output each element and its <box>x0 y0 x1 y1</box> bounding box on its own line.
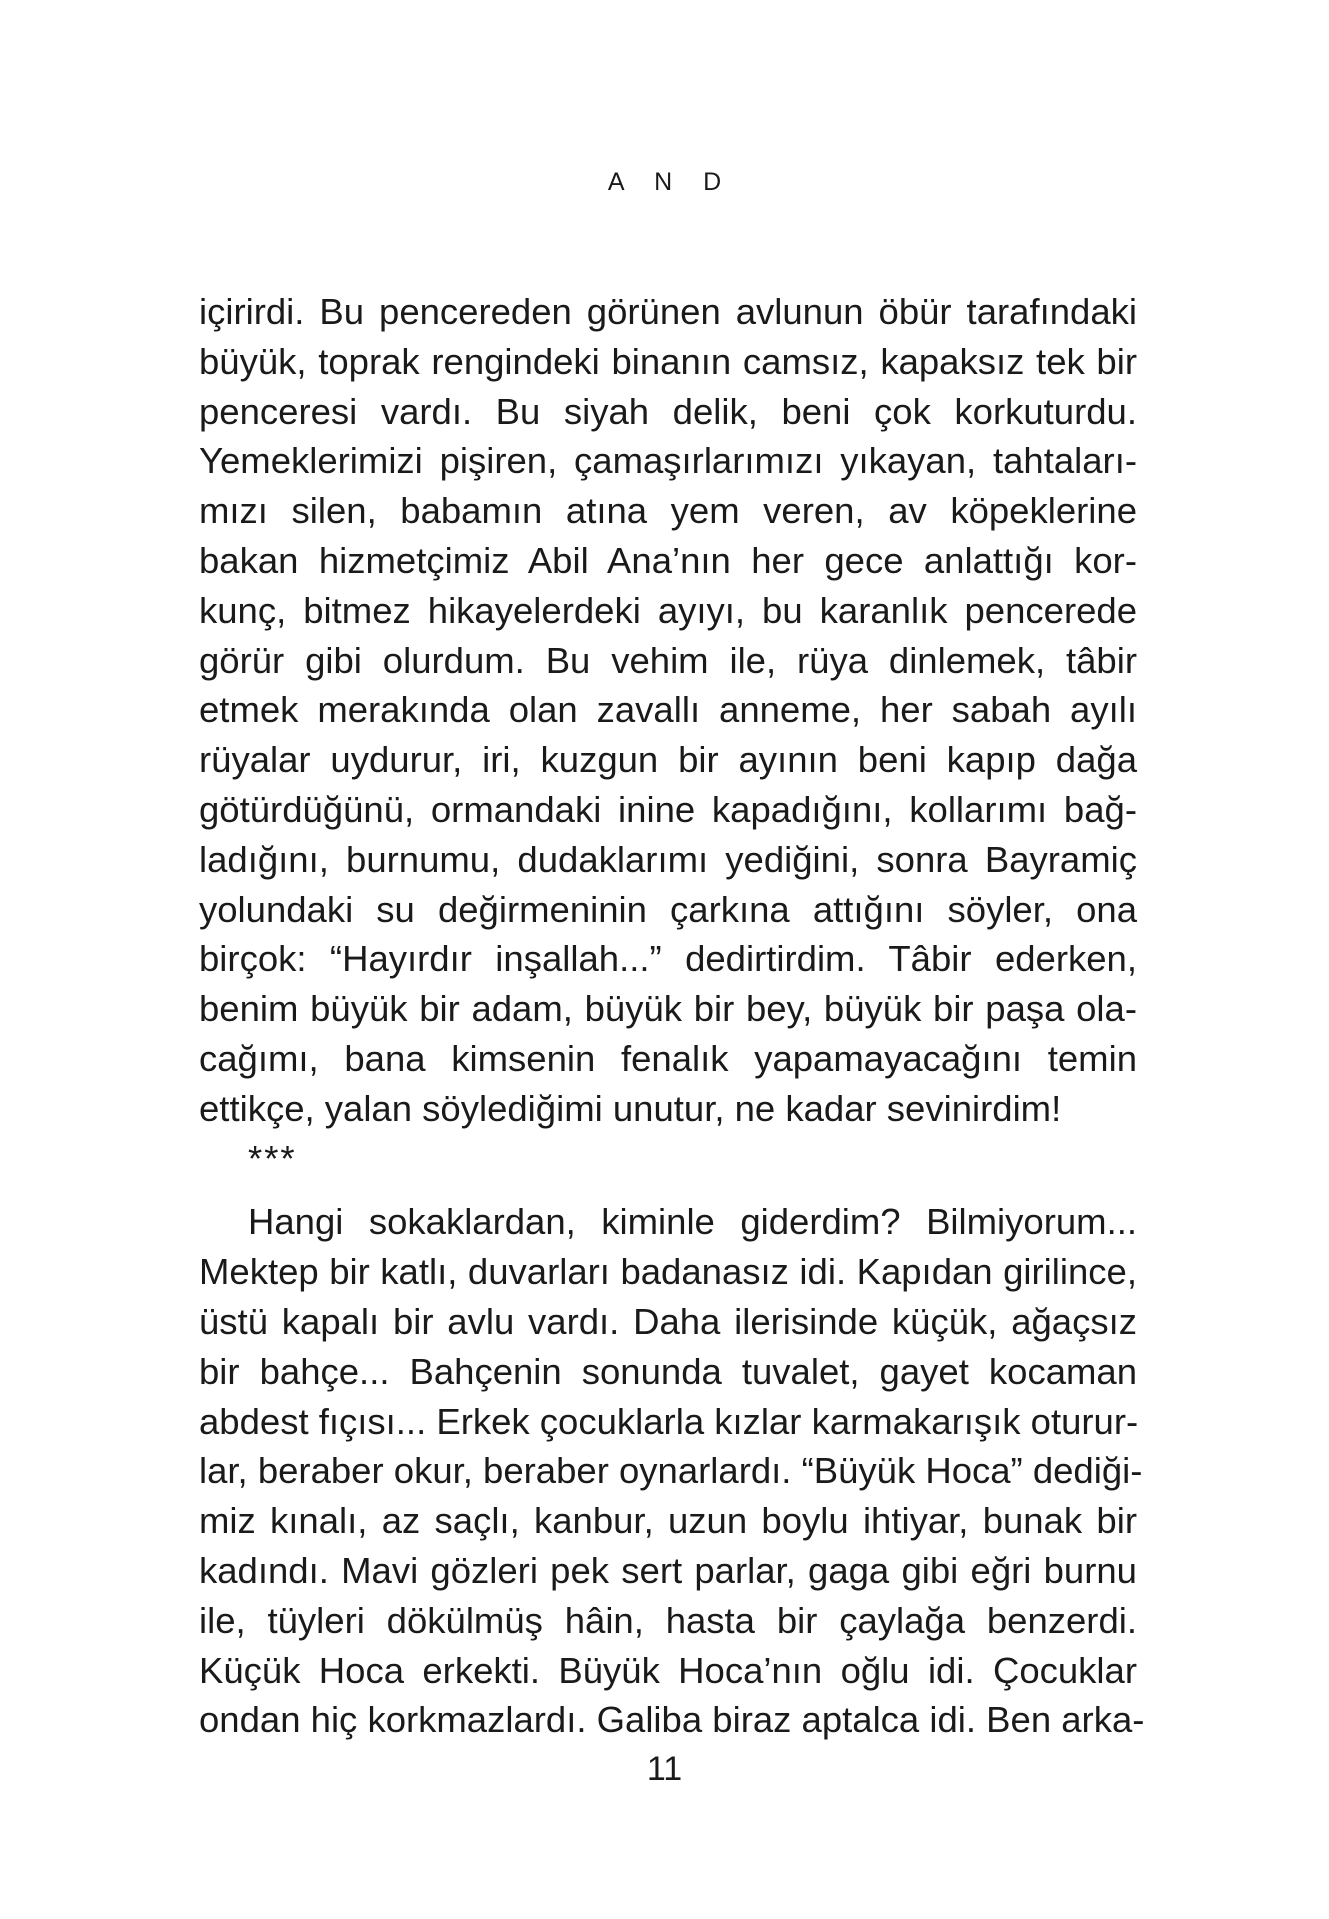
text-line: ondan hiç korkmazlardı. Galiba biraz aptalca idi. Ben arka- <box>199 1699 1145 1741</box>
text-line: etmek merakında olan zavallı anneme, her sabah ayılı <box>199 689 1137 731</box>
text-line: penceresi vardı. Bu siyah delik, beni çok korkuturdu. <box>199 390 1137 432</box>
text-line: ettikçe, yalan söylediğimi unutur, ne kadar sevinirdim! <box>199 1087 1062 1129</box>
text-line: büyük, toprak rengindeki binanın camsız, kapaksız tek bir <box>199 340 1137 382</box>
text-line: Mektep bir katlı, duvarları badanasız idi. Kapıdan girilince, <box>199 1251 1137 1293</box>
text-line: ladığını, burnumu, dudaklarımı yediğini, sonra Bayramiç <box>199 838 1137 880</box>
text-line: görür gibi olurdum. Bu vehim ile, rüya dinlemek, tâbir <box>199 639 1137 681</box>
text-line: Yemeklerimizi pişiren, çamaşırlarımızı yıkayan, tahtaları- <box>199 440 1137 482</box>
paragraph <box>199 1197 1145 1745</box>
text-line: bir bahçe... Bahçenin sonunda tuvalet, gayet kocaman <box>199 1350 1137 1392</box>
text-line: miz kınalı, az saçlı, kanbur, uzun boylu ihtiyar, bunak bir <box>199 1500 1137 1542</box>
text-line: götürdüğünü, ormandaki inine kapadığını, kollarımı bağ- <box>199 788 1137 830</box>
text-line: kadındı. Mavi gözleri pek sert parlar, gaga gibi eğri burnu <box>199 1549 1137 1591</box>
text-line: içirirdi. Bu pencereden görünen avlunun öbür tarafındaki <box>199 291 1137 332</box>
running-head: A N D <box>607 168 734 196</box>
text-line: rüyalar uydurur, iri, kuzgun bir ayının beni kapıp dağa <box>199 739 1137 781</box>
text-line: cağımı, bana kimsenin fenalık yapamayacağını temin <box>199 1037 1137 1079</box>
text-line: bakan hizmetçimiz Abil Ana’nın her gece anlattığı kor- <box>199 539 1137 581</box>
text-line: mızı silen, babamın atına yem veren, av köpeklerine <box>199 490 1137 532</box>
page-number: 11 <box>646 1750 683 1788</box>
text-line: abdest fıçısı... Erkek çocuklarla kızlar karmakarışık oturur- <box>199 1400 1139 1442</box>
text-line: ile, tüyleri dökülmüş hâin, hasta bir çaylağa benzerdi. <box>199 1599 1137 1641</box>
paragraph <box>199 287 1137 1134</box>
text-line: Küçük Hoca erkekti. Büyük Hoca’nın oğlu idi. Çocuklar <box>199 1649 1137 1691</box>
body-text <box>199 287 1145 1745</box>
text-line: yolundaki su değirmeninin çarkına attığını söyler, ona <box>199 888 1137 930</box>
text-line: Hangi sokaklardan, kiminle giderdim? Bilmiyorum... <box>248 1201 1137 1243</box>
text-line: lar, beraber okur, beraber oynarlardı. “Büyük Hoca” dediği- <box>199 1450 1143 1492</box>
text-line: kunç, bitmez hikayelerdeki ayıyı, bu karanlık pencerede <box>199 589 1137 631</box>
text-line: üstü kapalı bir avlu vardı. Daha ilerisinde küçük, ağaçsız <box>199 1300 1137 1342</box>
paragraph-gap <box>199 1183 1137 1197</box>
section-separator: *** <box>248 1137 297 1179</box>
text-line: birçok: “Hayırdır inşallah...” dedirtirdim. Tâbir ederken, <box>199 938 1137 980</box>
text-line: benim büyük bir adam, büyük bir bey, büyük bir paşa ola- <box>199 988 1137 1030</box>
